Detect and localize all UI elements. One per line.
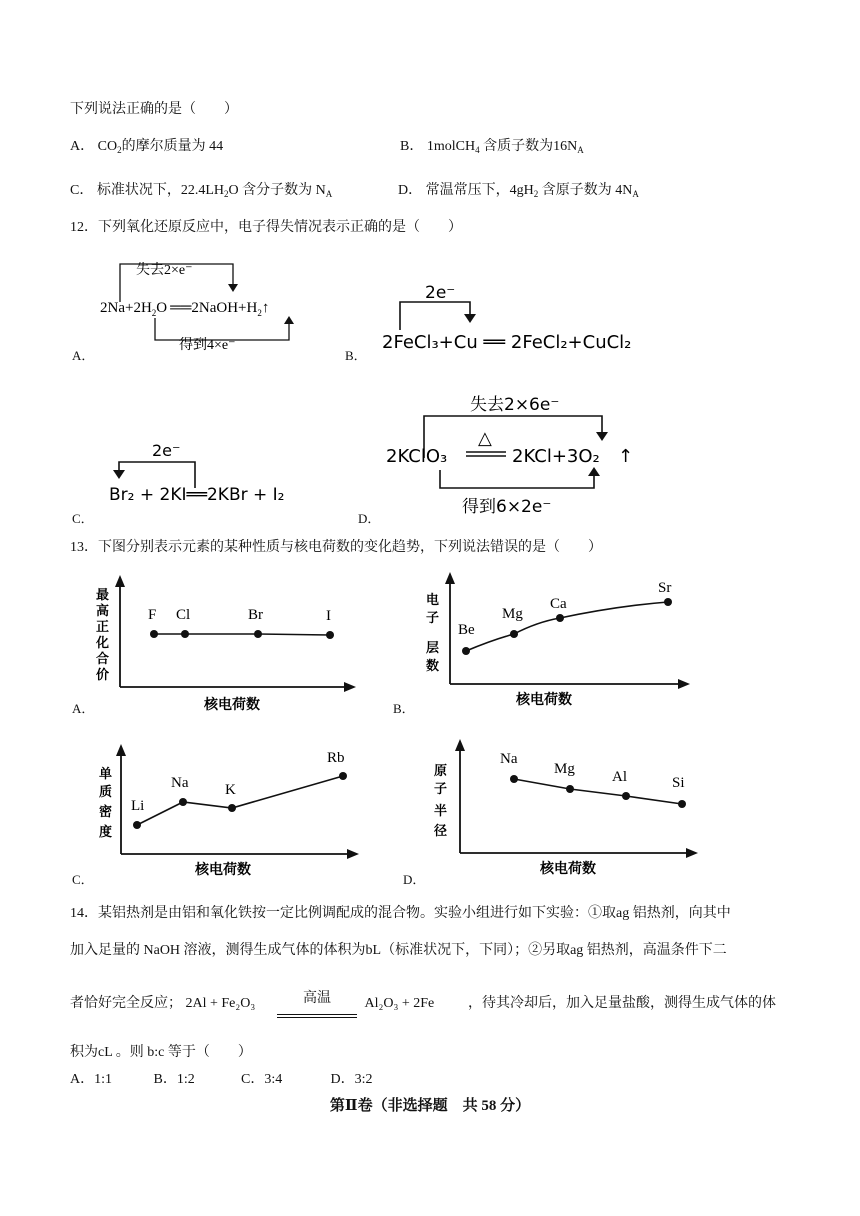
chart-d-point-mg: Mg (554, 761, 575, 777)
q12c-top-label: 2e⁻ (152, 441, 181, 460)
q11-stem: 下列说法正确的是（ ） (70, 102, 238, 117)
chart-b-point-sr: Sr (658, 580, 672, 596)
q14-option-a: A．1:1 (70, 1072, 112, 1087)
chart-c-ylabel-1: 单 (99, 767, 113, 782)
q12b-top-label: 2e⁻ (425, 283, 456, 303)
q14-line3-pre: 者恰好完全反应； (70, 996, 182, 1011)
q11-a-letter: A． (70, 139, 95, 154)
q14-option-b: B．1:2 (153, 1072, 195, 1087)
q11-option-d (398, 179, 639, 199)
q12-label-a: A． (72, 348, 95, 363)
chart-a-ylabel-2: 高 (96, 604, 110, 619)
q12c-equation: Br₂ + 2KI══2KBr + I₂ (109, 485, 285, 505)
q12a-bottom-label: 得到4×e⁻ (179, 338, 236, 353)
chart-b-xlabel: 核电荷数 (516, 692, 572, 708)
chart-a-point-cl: Cl (176, 607, 191, 623)
q12-figure-d (382, 380, 672, 520)
q12a-equation: $2Na+2H_2O$ $══2NaOH+H_2↑$ (100, 300, 270, 318)
chart-a-ylabel-4: 化 (96, 636, 110, 651)
chart-a-point-br: Br (248, 607, 263, 623)
q14-eq-right: Al₂O₃ + 2Fe (364, 996, 435, 1011)
chart-c-ylabel-3: 密 (99, 805, 113, 820)
q13-chart-a (92, 575, 362, 715)
chart-c-ylabel-4: 度 (99, 825, 113, 840)
q11-option-c (70, 179, 332, 199)
section-title: 第Ⅱ卷（非选择题 共 58 分） (329, 1098, 531, 1114)
chart-d-ylabel-4: 径 (434, 824, 448, 839)
q14-line-4: 积为cL 。则 b:c 等于（ ） (70, 1045, 252, 1060)
chart-b-ylabel-3: 层 (426, 641, 440, 656)
q11-d-text: 常温常压下，$4gH_2$ 含原子数为 $4N_A$ (425, 183, 639, 199)
chart-b-ylabel-4: 数 (426, 659, 440, 674)
q13-label-b: B． (393, 701, 415, 716)
chart-b-point-be: Be (458, 622, 475, 638)
chart-d-xlabel: 核电荷数 (540, 861, 596, 877)
chart-c-point-na: Na (171, 775, 189, 791)
chart-a-ylabel-6: 价 (96, 668, 110, 683)
chart-a-ylabel-5: 合 (96, 652, 110, 667)
chart-c-point-li: Li (131, 798, 145, 814)
q14-eq-condition: 高温 (303, 991, 331, 1006)
chart-d-point-na: Na (500, 751, 518, 767)
chart-b-point-ca: Ca (550, 596, 567, 612)
q13-label-a: A． (72, 701, 95, 716)
chart-c-point-rb: Rb (327, 750, 345, 766)
q12-label-b: B． (345, 348, 367, 363)
q13-label-d: D． (403, 872, 426, 887)
q11-a-text: $CO_2$的摩尔质量为 44 (97, 139, 224, 155)
q12-figure-c (105, 438, 345, 513)
chart-a-ylabel-1: 最 (96, 588, 110, 603)
q13-label-c: C． (72, 872, 94, 887)
q14-option-d: D．3:2 (330, 1072, 373, 1087)
q12d-eq-left: 2KClO₃ (386, 446, 448, 467)
q11-d-letter: D． (398, 183, 423, 198)
q12d-eq-right: 2KCl+3O₂ (512, 446, 600, 467)
q14-line3-post: ，待其冷却后，加入足量盐酸，测得生成气体的体 (468, 996, 776, 1011)
q12-figure-b (378, 280, 668, 360)
q12-figure-a (95, 252, 345, 352)
chart-c-ylabel-2: 质 (99, 785, 113, 800)
chart-d-ylabel-2: 子 (434, 782, 448, 797)
q12-stem: 12．下列氧化还原反应中，电子得失情况表示正确的是（ ） (70, 220, 462, 235)
chart-a-point-f: F (148, 607, 157, 623)
q13-chart-c (95, 740, 365, 880)
q12a-top-label: 失去2×e⁻ (136, 263, 193, 278)
q11-c-letter: C． (70, 183, 94, 198)
q11-b-letter: B． (400, 139, 424, 154)
q13-chart-b (422, 570, 702, 710)
chart-a-point-i: I (326, 608, 331, 624)
chart-d-point-al: Al (612, 769, 627, 785)
q14-line-3 (70, 992, 776, 1012)
chart-c-point-k: K (225, 782, 236, 798)
q12-label-c: C． (72, 511, 94, 526)
q11-b-text: 1molCH$_4$ 含质子数为$16N_A$ (426, 139, 584, 155)
q11-option-a (70, 135, 223, 155)
q13-stem: 13．下图分别表示元素的某种性质与核电荷数的变化趋势，下列说法错误的是（ ） (70, 540, 602, 555)
chart-a-ylabel-3: 正 (96, 620, 110, 635)
q11-c-text: 标准状况下，$22.4LH_2O$ 含分子数为 $N_A$ (96, 183, 333, 199)
q12d-condition: △ (478, 428, 492, 449)
chart-b-point-mg: Mg (502, 606, 523, 622)
chart-c-xlabel: 核电荷数 (195, 862, 251, 878)
q12d-top-label: 失去2×6e⁻ (470, 395, 560, 415)
q12b-equation: 2FeCl₃+Cu ══ 2FeCl₂+CuCl₂ (382, 332, 632, 353)
q14-line-1: 14．某铝热剂是由铝和氧化铁按一定比例调配成的混合物。实验小组进行如下实验：①取ag 铝热剂，向其中 (70, 906, 731, 921)
chart-d-ylabel-3: 半 (434, 804, 448, 819)
chart-d-point-si: Si (672, 775, 685, 791)
q12d-bottom-label: 得到6×2e⁻ (462, 497, 552, 517)
q13-chart-d (430, 735, 710, 880)
q14-line-2: 加入足量的 NaOH 溶液，测得生成气体的体积为bL（标准状况下，下同）；②另取ag 铝热剂，高温条件下二 (70, 943, 727, 958)
q14-options (70, 1068, 373, 1088)
q14-eq-left: 2Al + Fe₂O₃ (185, 996, 256, 1011)
chart-b-ylabel-1: 电 (426, 593, 440, 608)
chart-a-xlabel: 核电荷数 (204, 697, 260, 713)
q11-option-b (400, 135, 584, 155)
chart-d-ylabel-1: 原 (434, 764, 448, 779)
q14-option-c: C．3:4 (241, 1072, 283, 1087)
chart-b-ylabel-2: 子 (426, 611, 440, 626)
svg-text:↑: ↑ (618, 446, 634, 467)
q12-label-d: D． (358, 511, 381, 526)
